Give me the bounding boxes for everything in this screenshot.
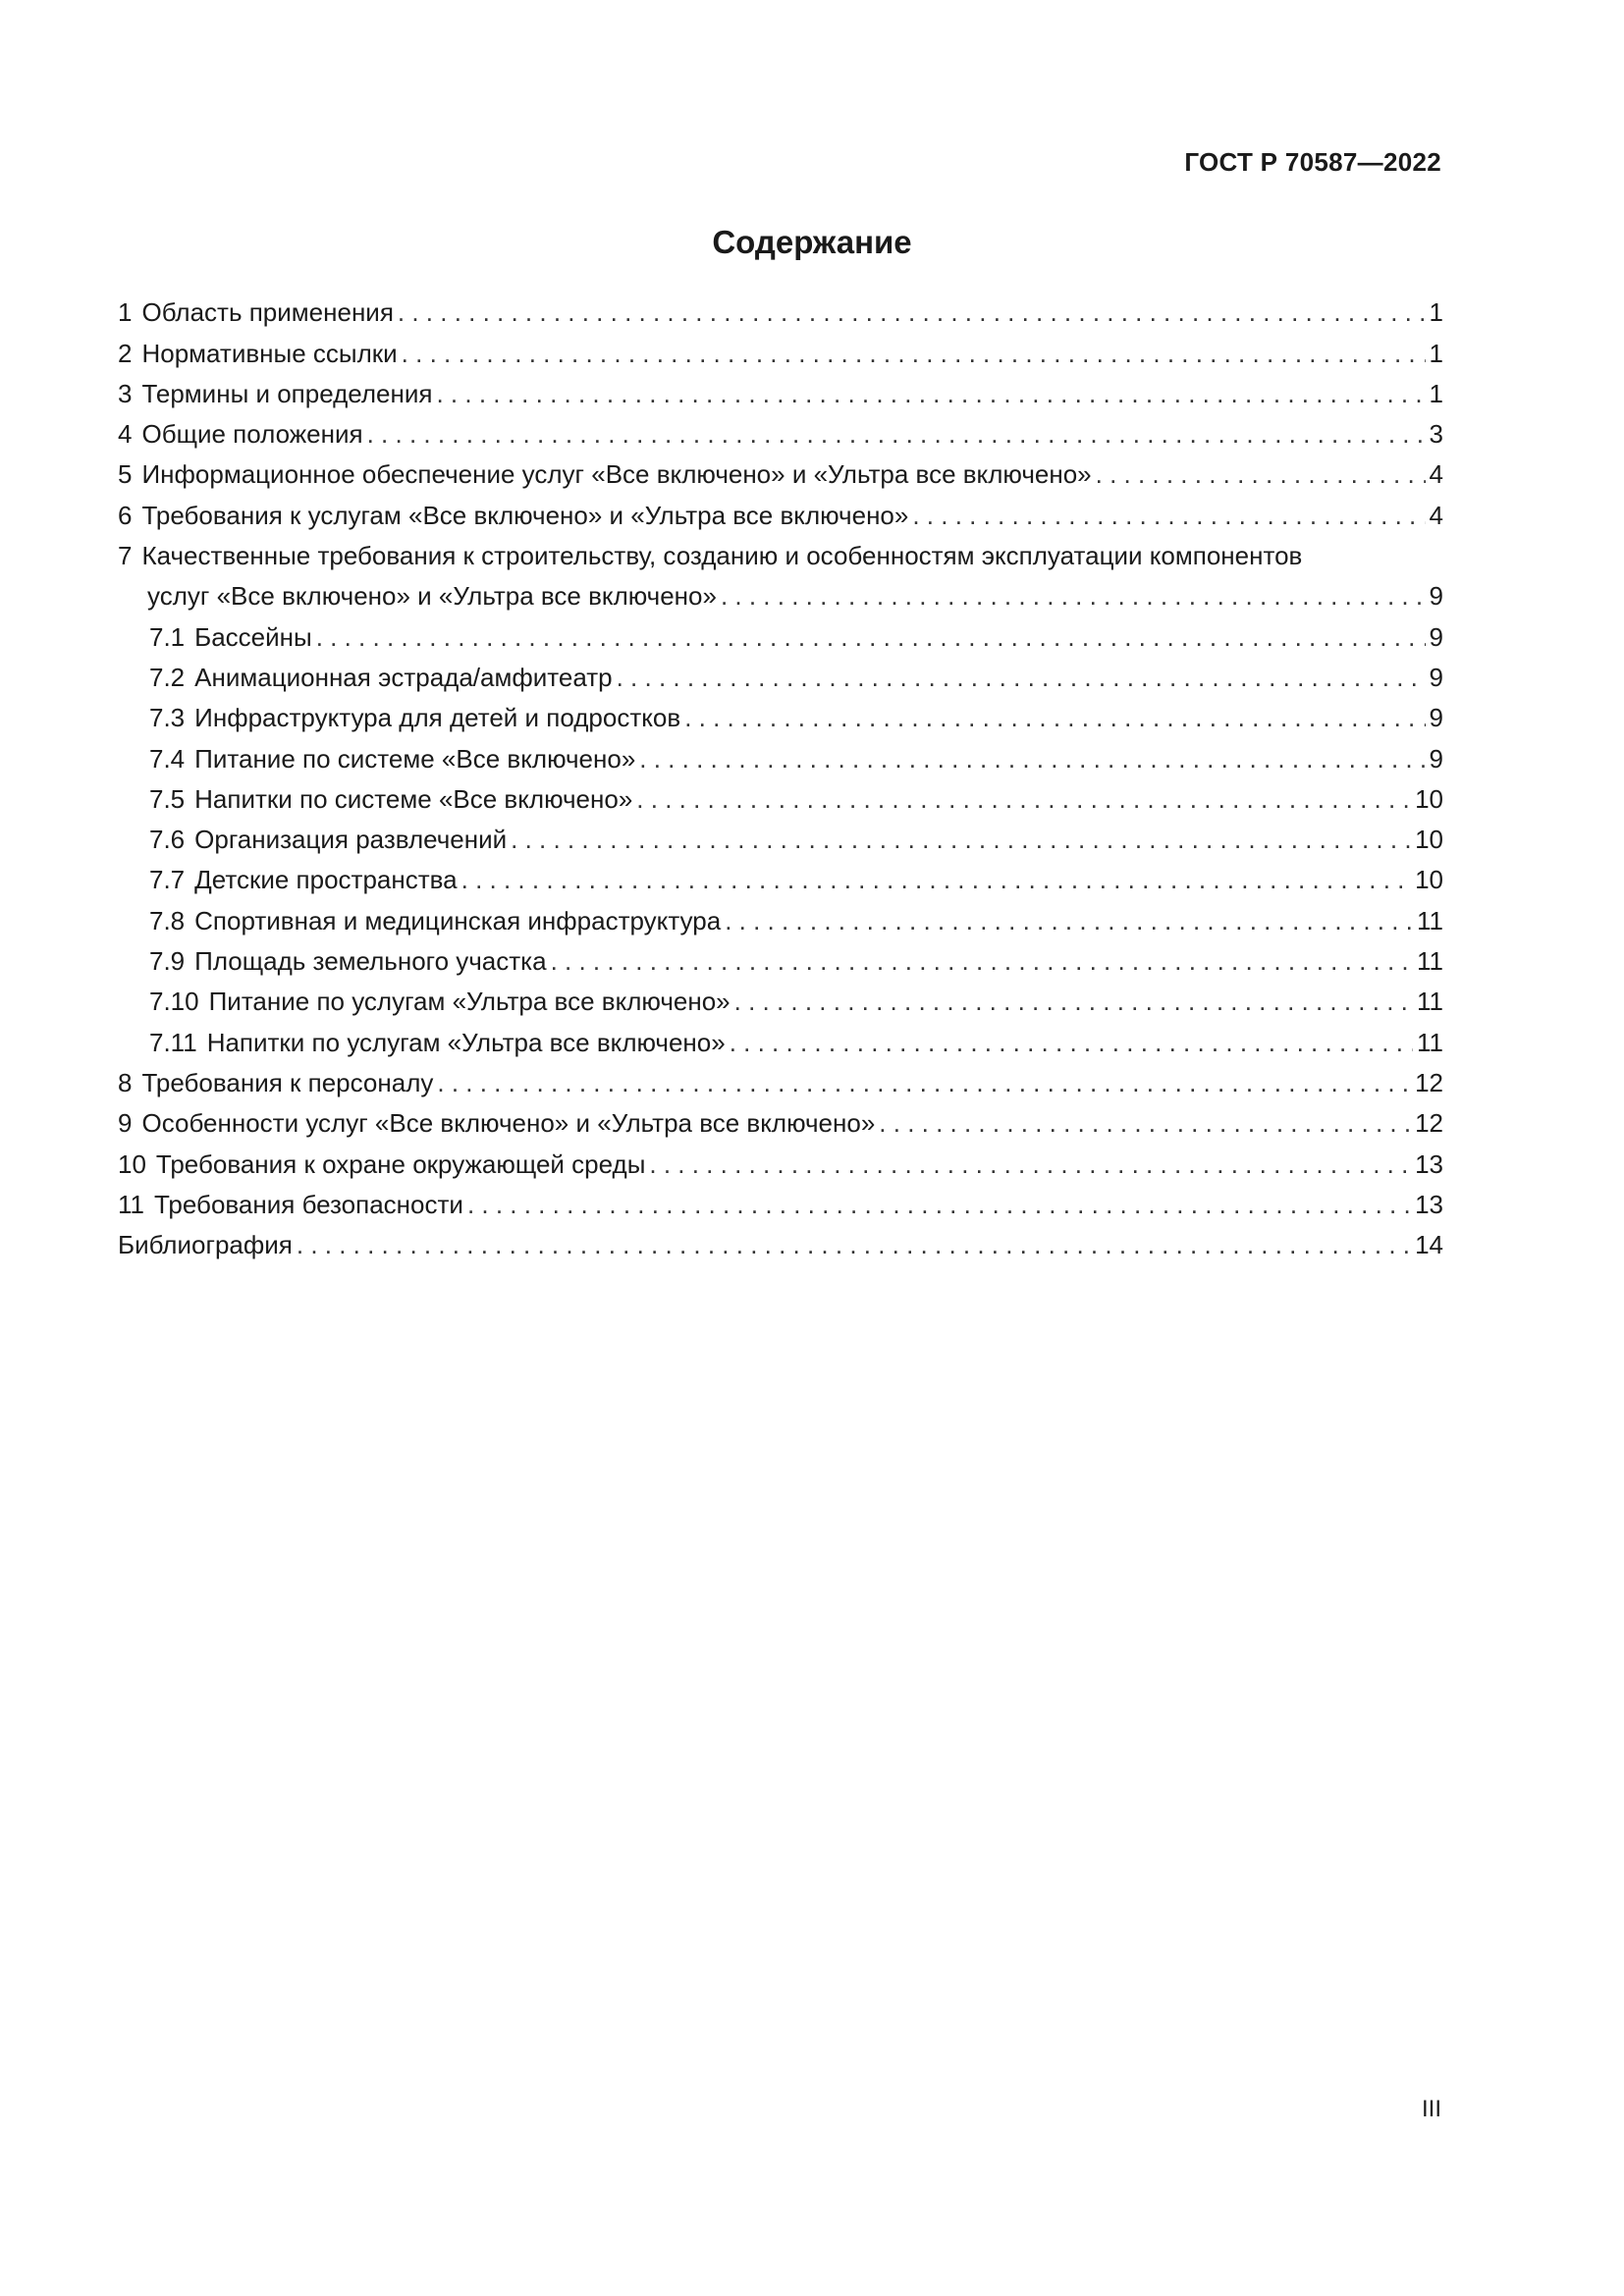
toc-entry-page: 10 (1415, 825, 1443, 855)
toc-entry-label: Особенности услуг «Все включено» и «Ультра все включено» (141, 1108, 876, 1139)
toc-entry-number: 7.2 (149, 662, 186, 692)
toc-entry-label: Питание по системе «Все включено» (194, 743, 636, 774)
dot-leader (316, 622, 1426, 652)
toc-entry-page: 12 (1415, 1067, 1443, 1097)
dot-leader (551, 946, 1413, 976)
toc-entry-bibliography[interactable] (118, 1219, 1443, 1259)
dot-leader (684, 703, 1425, 732)
toc-entry-page: 4 (1429, 500, 1443, 530)
toc-entry-page: 12 (1415, 1108, 1443, 1139)
toc-entry-label: Область применения (141, 297, 394, 328)
toc-entry-page: 9 (1429, 662, 1443, 692)
dot-leader (511, 825, 1411, 854)
toc-entry-label: Напитки по системе «Все включено» (194, 783, 633, 814)
toc-entry-label: Нормативные ссылки (141, 338, 398, 368)
toc-entry-label: Библиография (118, 1230, 293, 1260)
toc-entry-number: 3 (118, 378, 133, 408)
toc-entry-number: 7.10 (149, 987, 199, 1017)
toc-entry-10[interactable] (118, 1138, 1443, 1178)
toc-entry-number: 7.5 (149, 783, 186, 814)
toc-entry-7[interactable] (118, 530, 1443, 612)
dot-leader (367, 419, 1426, 449)
toc-entry-page: 9 (1429, 621, 1443, 652)
dot-leader (649, 1149, 1411, 1179)
toc-entry-11[interactable] (118, 1179, 1443, 1219)
toc-entry-label: Бассейны (194, 621, 312, 652)
toc-entry-7-6[interactable] (118, 814, 1443, 854)
toc-entry-number: 7.3 (149, 703, 186, 733)
toc-entry-page: 11 (1417, 946, 1443, 977)
toc-entry-2[interactable] (118, 327, 1443, 367)
dot-leader (437, 1068, 1411, 1097)
toc-entry-page: 14 (1415, 1230, 1443, 1260)
dot-leader (879, 1108, 1411, 1138)
toc-entry-number: 7.11 (149, 1027, 197, 1057)
toc-entry-page: 9 (1429, 743, 1443, 774)
dot-leader (461, 865, 1411, 894)
toc-entry-number: 7.9 (149, 946, 186, 977)
toc-entry-5[interactable] (118, 449, 1443, 489)
dot-leader (721, 581, 1426, 611)
toc-entry-label: Спортивная и медицинская инфраструктура (194, 905, 722, 935)
toc-entry-7-8[interactable] (118, 894, 1443, 934)
toc-entry-7-4[interactable] (118, 732, 1443, 773)
toc-entry-number: 4 (118, 419, 133, 450)
dot-leader (639, 744, 1425, 774)
toc-entry-7-1[interactable] (118, 611, 1443, 651)
toc-entry-7-7[interactable] (118, 854, 1443, 894)
toc-entry-label: Общие положения (141, 419, 363, 450)
toc-entry-number: 10 (118, 1148, 146, 1179)
toc-entry-label: Требования к персоналу (141, 1067, 434, 1097)
toc-entry-page: 4 (1429, 459, 1443, 490)
toc-entry-page: 1 (1429, 297, 1443, 328)
toc-entry-page: 10 (1415, 783, 1443, 814)
toc-entry-label: Напитки по услугам «Ультра все включено» (206, 1027, 726, 1057)
toc-entry-number: 11 (118, 1189, 144, 1219)
toc-entry-number: 7.8 (149, 905, 186, 935)
toc-entry-label: Инфраструктура для детей и подростков (194, 703, 681, 733)
toc-entry-label: Анимационная эстрада/амфитеатр (194, 662, 613, 692)
dot-leader (398, 297, 1426, 327)
dot-leader (725, 906, 1413, 935)
document-code: ГОСТ Р 70587—2022 (1184, 147, 1441, 177)
toc-entry-page: 11 (1417, 1027, 1443, 1057)
toc-entry-label-continued: услуг «Все включено» и «Ультра все включено» (147, 581, 717, 612)
toc-entry-number: 7.1 (149, 621, 186, 652)
toc-entry-number: 8 (118, 1067, 133, 1097)
dot-leader (734, 987, 1413, 1016)
toc-entry-label: Информационное обеспечение услуг «Все включено» и «Ультра все включено» (141, 459, 1092, 490)
toc-entry-label: Качественные требования к строительству, созданию и особенностям эксплуатации компонентов (141, 541, 1303, 571)
toc-entry-4[interactable] (118, 408, 1443, 449)
toc-entry-1[interactable] (118, 287, 1443, 327)
toc-entry-number: 9 (118, 1108, 133, 1139)
toc-entry-number: 6 (118, 500, 133, 530)
toc-entry-7-2[interactable] (118, 652, 1443, 692)
toc-entry-page: 1 (1429, 378, 1443, 408)
toc-entry-7-5[interactable] (118, 774, 1443, 814)
dot-leader (617, 663, 1426, 692)
toc-entry-page: 11 (1417, 987, 1443, 1017)
toc-entry-7-11[interactable] (118, 1016, 1443, 1056)
toc-entry-page: 13 (1415, 1148, 1443, 1179)
toc-entry-8[interactable] (118, 1057, 1443, 1097)
toc-entry-label: Термины и определения (141, 378, 433, 408)
toc-entry-number: 7 (118, 541, 133, 571)
dot-leader (297, 1230, 1411, 1259)
toc-entry-label: Детские пространства (194, 865, 458, 895)
toc-entry-page: 3 (1429, 419, 1443, 450)
toc-entry-number: 7.7 (149, 865, 186, 895)
toc-entry-number: 5 (118, 459, 133, 490)
page-number: III (1421, 2096, 1441, 2122)
toc-entry-7-3[interactable] (118, 692, 1443, 732)
dot-leader (912, 501, 1425, 530)
table-of-contents (118, 287, 1443, 1259)
toc-title: Содержание (712, 224, 912, 260)
toc-entry-page: 9 (1429, 581, 1443, 612)
toc-entry-7-9[interactable] (118, 935, 1443, 976)
toc-entry-label: Питание по услугам «Ультра все включено» (208, 987, 731, 1017)
toc-entry-3[interactable] (118, 368, 1443, 408)
toc-entry-7-10[interactable] (118, 976, 1443, 1016)
dot-leader (730, 1028, 1413, 1057)
toc-entry-page: 13 (1415, 1189, 1443, 1219)
toc-entry-9[interactable] (118, 1097, 1443, 1138)
toc-entry-page: 1 (1429, 338, 1443, 368)
toc-entry-number: 7.6 (149, 825, 186, 855)
toc-entry-number: 7.4 (149, 743, 186, 774)
dot-leader (1096, 459, 1426, 489)
dot-leader (402, 339, 1426, 368)
toc-entry-6[interactable] (118, 489, 1443, 529)
toc-entry-page: 10 (1415, 865, 1443, 895)
toc-entry-label: Требования безопасности (154, 1189, 463, 1219)
toc-entry-label: Организация развлечений (194, 825, 508, 855)
dot-leader (636, 784, 1411, 814)
toc-entry-label: Площадь земельного участка (194, 946, 547, 977)
toc-entry-number: 1 (118, 297, 133, 328)
toc-entry-number: 2 (118, 338, 133, 368)
toc-entry-label: Требования к услугам «Все включено» и «Ультра все включено» (141, 500, 909, 530)
toc-entry-label: Требования к охране окружающей среды (155, 1148, 646, 1179)
dot-leader (436, 379, 1425, 408)
toc-entry-page: 9 (1429, 703, 1443, 733)
toc-entry-page: 11 (1417, 905, 1443, 935)
dot-leader (467, 1190, 1411, 1219)
